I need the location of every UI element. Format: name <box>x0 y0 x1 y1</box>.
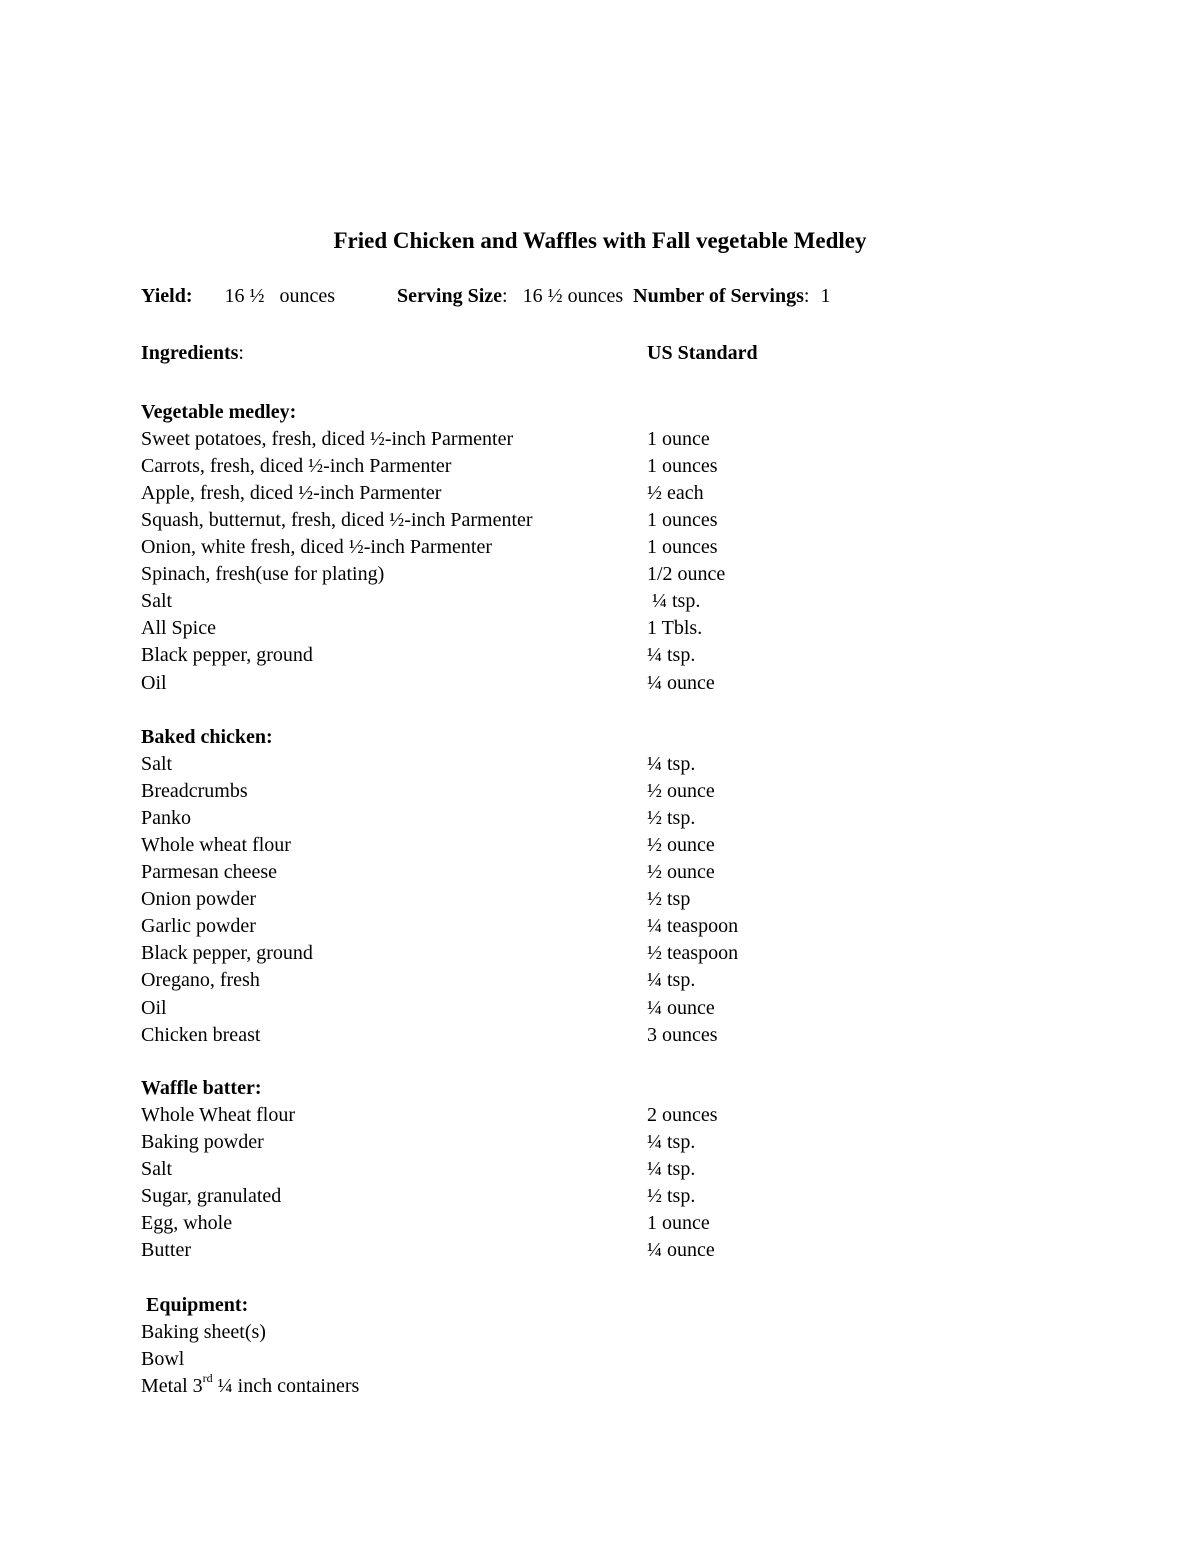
ingredient-name: Oil <box>141 671 167 694</box>
ingredient-amount: ½ tsp. <box>647 807 696 830</box>
ingredient-amount: 1 Tbls. <box>647 617 703 640</box>
ingredient-row <box>0 670 1200 697</box>
ingredient-row <box>0 967 1200 994</box>
ingredients-column-header: Ingredients <box>141 342 239 364</box>
ingredient-name: Baking powder <box>141 1131 264 1154</box>
ingredient-row <box>0 507 1200 534</box>
section-heading-row <box>0 1075 1200 1102</box>
ingredient-row <box>0 995 1200 1022</box>
ingredient-name: Sugar, granulated <box>141 1185 282 1208</box>
ingredient-row <box>0 642 1200 669</box>
ingredient-row <box>0 859 1200 886</box>
ingredient-row <box>0 561 1200 588</box>
ingredient-row <box>0 886 1200 913</box>
ingredient-amount: 1 ounce <box>647 1212 710 1235</box>
equipment-heading: Equipment: <box>141 1294 249 1316</box>
equipment-item <box>0 1373 1200 1400</box>
ingredient-row <box>0 1129 1200 1156</box>
ingredient-name: Onion powder <box>141 888 256 911</box>
ingredient-row <box>0 1183 1200 1210</box>
ingredient-amount: ½ ounce <box>647 780 715 803</box>
ingredient-amount: 2 ounces <box>647 1104 718 1127</box>
ingredient-amount: 3 ounces <box>647 1023 718 1046</box>
equipment-item-label: Baking sheet(s) <box>141 1321 266 1344</box>
ordinal-suffix: rd <box>202 1371 213 1386</box>
ingredient-name: Chicken breast <box>141 1023 261 1046</box>
ingredient-amount: ½ tsp <box>647 888 691 911</box>
ingredient-amount: 1 ounces <box>647 509 718 532</box>
ingredient-amount: 1 ounces <box>647 536 718 559</box>
ingredient-name: Salt <box>141 590 173 613</box>
ingredient-name: All Spice <box>141 617 216 640</box>
ingredient-amount: ¼ tsp. <box>647 1131 696 1154</box>
ingredient-row <box>0 615 1200 642</box>
ingredient-row <box>0 805 1200 832</box>
ingredient-amount: ½ teaspoon <box>647 942 739 965</box>
ingredient-amount: ¼ tsp. <box>647 644 696 667</box>
yield-label: Yield: <box>141 285 193 307</box>
yield-value: 16 ½ ounces <box>224 285 336 307</box>
ingredient-amount: ¼ ounce <box>647 996 715 1019</box>
container-prefix: Metal 3 <box>141 1375 203 1398</box>
section-heading-row <box>0 399 1200 426</box>
ingredient-name: Salt <box>141 753 173 776</box>
ingredient-amount: 1 ounce <box>647 428 710 451</box>
section-heading-row <box>0 724 1200 751</box>
ingredient-amount: ¼ ounce <box>647 671 715 694</box>
ingredient-row <box>0 832 1200 859</box>
section-heading: Vegetable medley: <box>141 401 297 423</box>
ingredient-row <box>0 1022 1200 1049</box>
ingredient-row <box>0 1237 1200 1264</box>
serving-size-value: 16 ½ ounces <box>522 285 624 307</box>
ingredient-row <box>0 913 1200 940</box>
ingredient-amount: ¼ tsp. <box>647 753 696 776</box>
ingredient-name: Apple, fresh, diced ½-inch Parmenter <box>141 482 442 505</box>
equipment-item <box>0 1346 1200 1373</box>
ingredient-amount: ¼ ounce <box>647 1239 715 1262</box>
ingredient-row <box>0 1102 1200 1129</box>
ingredient-amount: ¼ tsp. <box>647 969 696 992</box>
ingredient-row <box>0 480 1200 507</box>
ingredient-name: Parmesan cheese <box>141 861 278 884</box>
ingredient-name: Onion, white fresh, diced ½-inch Parmenter <box>141 536 493 559</box>
ingredient-name: Oregano, fresh <box>141 969 260 992</box>
container-suffix: ¼ inch containers <box>212 1375 360 1398</box>
ingredient-amount: ½ ounce <box>647 861 715 884</box>
ingredient-row <box>0 778 1200 805</box>
ingredient-name: Salt <box>141 1158 173 1181</box>
ingredient-row <box>0 588 1200 615</box>
ingredient-row <box>0 940 1200 967</box>
ingredient-amount: 1 ounces <box>647 455 718 478</box>
column-header-row: Ingredients: US Standard <box>0 340 1200 367</box>
ingredient-row <box>0 1210 1200 1237</box>
ingredient-name: Squash, butternut, fresh, diced ½-inch Parmenter <box>141 509 533 532</box>
ingredient-name: Egg, whole <box>141 1212 233 1235</box>
equipment-item <box>0 1319 1200 1346</box>
servings-value: 1 <box>820 285 831 307</box>
section-heading: Waffle batter: <box>141 1077 262 1099</box>
serving-size-label: Serving Size <box>397 285 503 307</box>
ingredient-row <box>0 1156 1200 1183</box>
ingredient-amount: ¼ tsp. <box>647 1158 696 1181</box>
ingredient-amount: ½ tsp. <box>647 1185 696 1208</box>
ingredient-amount: 1/2 ounce <box>647 563 726 586</box>
ingredient-amount: ½ each <box>647 482 704 505</box>
equipment-item-label: Bowl <box>141 1348 185 1371</box>
servings-label: Number of Servings <box>633 285 804 307</box>
ingredient-amount: ¼ teaspoon <box>647 915 739 938</box>
ingredient-row <box>0 751 1200 778</box>
ingredient-name: Whole Wheat flour <box>141 1104 296 1127</box>
ingredient-name: Carrots, fresh, diced ½-inch Parmenter <box>141 455 452 478</box>
ingredient-name: Breadcrumbs <box>141 780 248 803</box>
ingredient-row <box>0 426 1200 453</box>
ingredient-name: Black pepper, ground <box>141 942 313 965</box>
ingredient-row <box>0 453 1200 480</box>
ingredient-name: Sweet potatoes, fresh, diced ½-inch Parmenter <box>141 428 514 451</box>
ingredient-name: Black pepper, ground <box>141 644 313 667</box>
yield-summary: Yield: 16 ½ ounces Serving Size: 16 ½ ounces Number of Servings: 1 <box>141 285 831 307</box>
ingredient-name: Whole wheat flour <box>141 834 291 857</box>
ingredient-name: Spinach, fresh(use for plating) <box>141 563 385 586</box>
section-heading: Baked chicken: <box>141 726 273 748</box>
ingredient-amount: ½ ounce <box>647 834 715 857</box>
ingredient-name: Oil <box>141 996 167 1019</box>
ingredient-amount: ¼ tsp. <box>647 590 701 613</box>
us-standard-column-header: US Standard <box>647 342 758 364</box>
ingredient-name: Butter <box>141 1239 191 1262</box>
equipment-heading-row <box>0 1292 1200 1319</box>
ingredient-name: Panko <box>141 807 191 830</box>
ingredient-row <box>0 534 1200 561</box>
equipment-item-label <box>141 1373 359 1400</box>
ingredient-name: Garlic powder <box>141 915 256 938</box>
page-title: Fried Chicken and Waffles with Fall vegetable Medley <box>333 228 867 253</box>
